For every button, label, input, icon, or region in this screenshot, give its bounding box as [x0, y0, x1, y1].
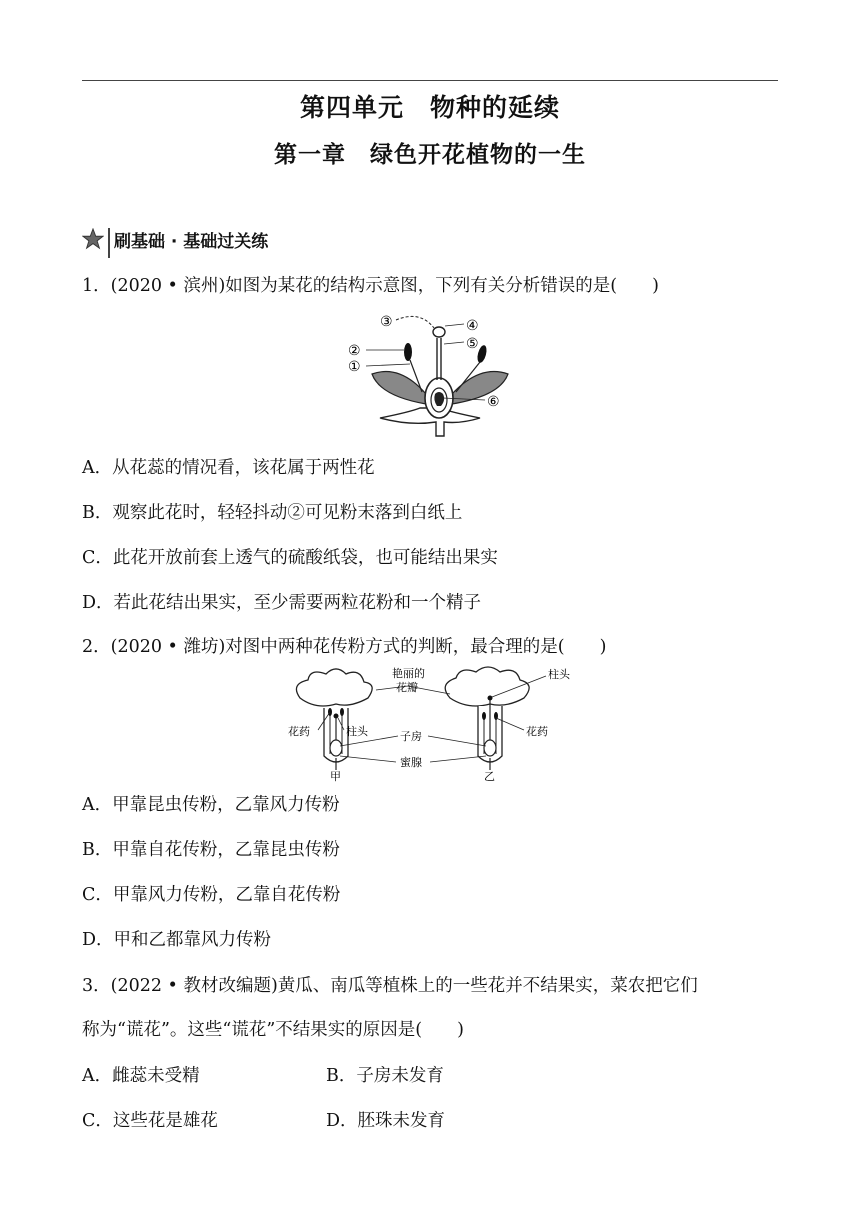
q2-option-a: A．甲靠昆虫传粉，乙靠风力传粉 [82, 795, 340, 815]
q1-label-1: ① [348, 359, 361, 375]
q3-option-c: C．这些花是雄花 [82, 1111, 218, 1131]
q2-label-ovary: 子房 [400, 730, 422, 743]
star-icon [82, 228, 104, 250]
q1-stem: 1．(2020 • 滨州)如图为某花的结构示意图，下列有关分析错误的是( ) [82, 276, 659, 296]
q2-label-anther-left: 花药 [288, 725, 310, 738]
q3-stem-line1: 3．(2022 • 教材改编题)黄瓜、南瓜等植株上的一些花并不结果实，菜农把它们 [82, 976, 698, 996]
q1-label-6: ⑥ [487, 394, 500, 410]
header-rule [82, 80, 778, 81]
q2-label-stigma-right: 柱头 [548, 668, 570, 681]
section-bar [108, 228, 110, 258]
q1-option-a: A．从花蕊的情况看，该花属于两性花 [82, 458, 375, 478]
q1-label-5: ⑤ [466, 336, 479, 352]
q2-option-b: B．甲靠自花传粉，乙靠昆虫传粉 [82, 840, 340, 860]
q1-label-3: ③ [380, 314, 393, 330]
section-heading [82, 226, 268, 252]
q3-option-b: B．子房未发育 [326, 1066, 444, 1086]
q2-label-nectary: 蜜腺 [400, 756, 422, 769]
q1-flower-figure [340, 312, 520, 440]
q2-option-c: C．甲靠风力传粉，乙靠自花传粉 [82, 885, 341, 905]
q2-label-anther-right: 花药 [526, 725, 548, 738]
q1-option-d: D．若此花结出果实，至少需要两粒花粉和一个精子 [82, 593, 482, 613]
q2-option-d: D．甲和乙都靠风力传粉 [82, 930, 272, 950]
q3-option-a: A．雌蕊未受精 [82, 1066, 200, 1086]
q1-label-2: ② [348, 343, 361, 359]
q2-flowers-figure [280, 664, 590, 782]
q2-label-flower-b: 乙 [484, 770, 495, 782]
q2-stem: 2．(2020 • 潍坊)对图中两种花传粉方式的判断，最合理的是( ) [82, 637, 607, 657]
q3-option-d: D．胚珠未发育 [326, 1111, 446, 1131]
q2-label-stigma-left: 柱头 [346, 725, 368, 738]
section-label: 刷基础 · 基础过关练 [114, 231, 269, 252]
q2-label-petal-2: 花瓣 [396, 681, 418, 694]
q2-label-flower-a: 甲 [330, 770, 341, 782]
q3-stem-line2: 称为“谎花”。这些“谎花”不结果实的原因是( ) [82, 1020, 464, 1040]
unit-title: 第四单元 物种的延续 [299, 93, 560, 122]
q1-option-c: C．此花开放前套上透气的硫酸纸袋，也可能结出果实 [82, 548, 498, 568]
q1-option-b: B．观察此花时，轻轻抖动②可见粉末落到白纸上 [82, 503, 463, 523]
chapter-title: 第一章 绿色开花植物的一生 [274, 142, 586, 168]
q2-label-petal-1: 艳丽的 [392, 667, 425, 680]
q1-label-4: ④ [466, 318, 479, 334]
